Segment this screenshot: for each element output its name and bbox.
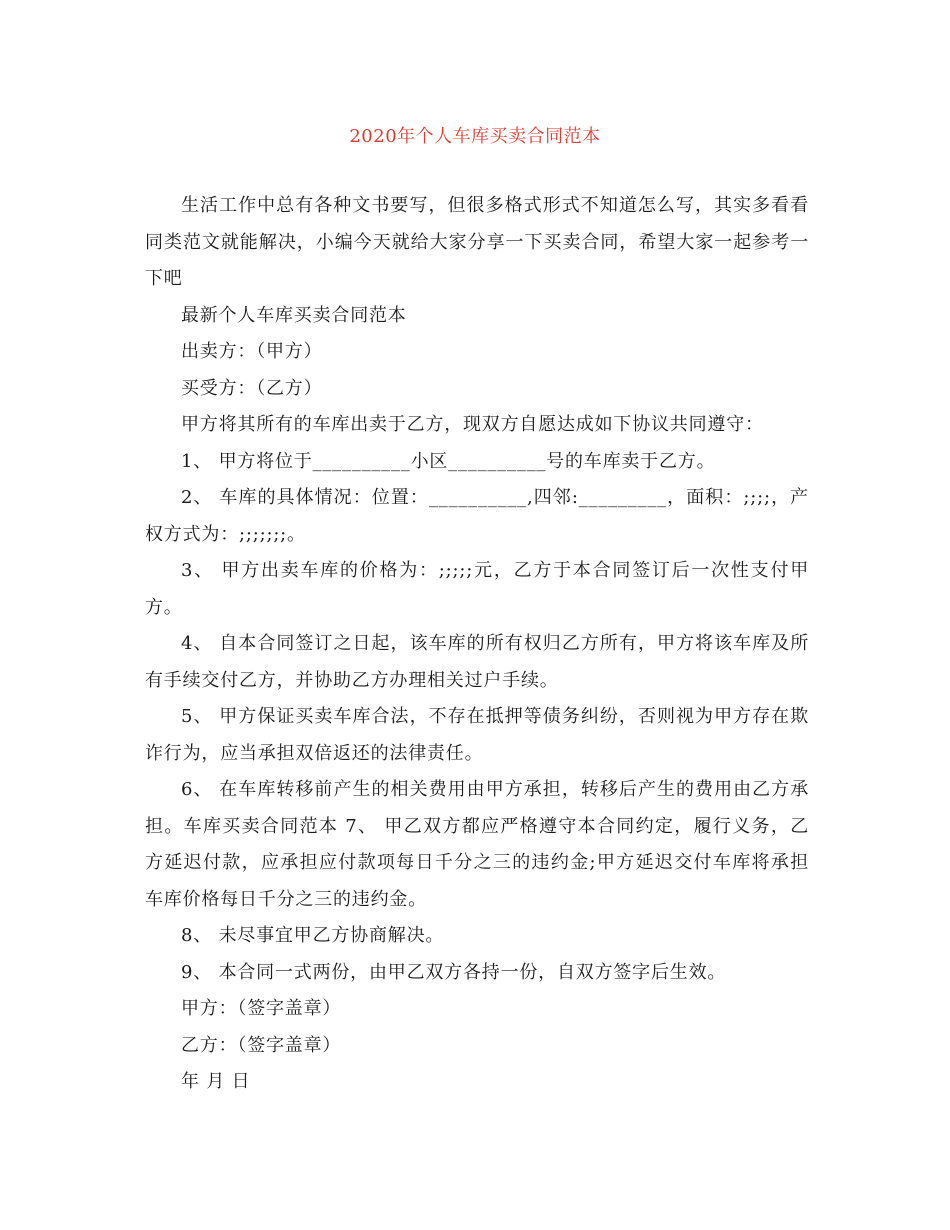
seller-line: 出卖方：（甲方）: [181, 341, 323, 362]
clause-1: 1、 甲方将位于__________小区__________号的车库卖于乙方。: [181, 450, 716, 472]
document-title: 2020年个人车库买卖合同范本: [349, 126, 601, 147]
clause-6-7: 6、 在车库转移前产生的相关费用由甲方承担，转移后产生的费用由乙方承担。车库买卖合同范本 7、 甲乙双方都应严格遵守本合同约定，履行义务，乙方延迟付款，应承担应付款项每日千分之三的违约金;甲方延迟交付车库将承担车库价格每日千分之三的违约金。: [145, 779, 809, 910]
document-body: [145, 188, 809, 1101]
contract-heading: 最新个人车库买卖合同范本: [181, 304, 407, 326]
party-b-signature: 乙方：（签字盖章）: [181, 1034, 342, 1056]
intro-paragraph: 生活工作中总有各种文书要写，但很多格式形式不知道怎么写，其实多看看同类范文就能解决，小编今天就给大家分享一下买卖合同，希望大家一起参考一下吧: [145, 195, 809, 289]
buyer-line: 买受方：（乙方）: [181, 377, 323, 399]
agreement-intro: 甲方将其所有的车库出卖于乙方，现双方自愿达成如下协议共同遵守：: [181, 414, 764, 435]
clause-5: 5、 甲方保证买卖车库合法，不存在抵押等债务纠纷，否则视为甲方存在欺诈行为，应当承担双倍返还的法律责任。: [145, 706, 809, 764]
party-a-signature: 甲方：（签字盖章）: [181, 998, 342, 1019]
clause-4: 4、 自本合同签订之日起，该车库的所有权归乙方所有，甲方将该车库及所有手续交付乙方，并协助乙方办理相关过户手续。: [145, 633, 809, 691]
date-line: 年 月 日: [181, 1071, 251, 1092]
clause-9: 9、 本合同一式两份，由甲乙双方各持一份，自双方签字后生效。: [181, 961, 727, 983]
clause-8: 8、 未尽事宜甲乙方协商解决。: [181, 925, 445, 946]
clause-2: 2、 车库的具体情况：位置：__________,四邻:_________，面积：;;;;，产权方式为：;;;;;;;。: [145, 487, 809, 545]
clause-3: 3、 甲方出卖车库的价格为：;;;;;元，乙方于本合同签订后一次性支付甲方。: [145, 560, 809, 618]
